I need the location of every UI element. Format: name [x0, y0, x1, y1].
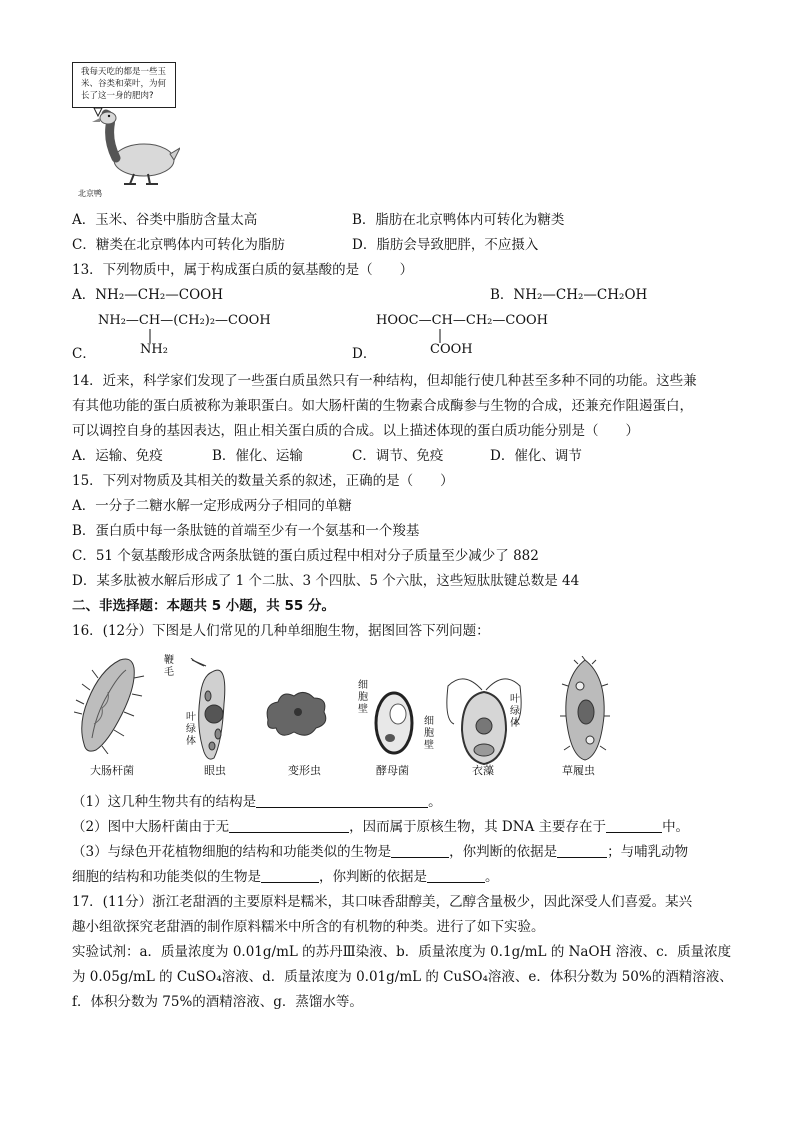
- q15-option-b: B．蛋白质中每一条肽链的首端至少有一个氨基和一个羧基: [72, 523, 420, 539]
- answer-blank[interactable]: [261, 868, 319, 883]
- q13-stem: 13．下列物质中，属于构成蛋白质的氨基酸的是（ ）: [72, 262, 414, 278]
- answer-blank[interactable]: [229, 818, 349, 833]
- q15-option-d: D．某多肽被水解后形成了 1 个二肽、3 个四肽、5 个六肽，这些短肽肽键总数是 44: [72, 573, 580, 589]
- q13-option-a: A．NH₂—CH₂—COOH: [72, 287, 223, 303]
- q16-part-2: （2）图中大肠杆菌由于无 ，因而属于原核生物，其 DNA 主要存在于 中。: [72, 819, 690, 835]
- q15-stem: 15．下列对物质及其相关的数量关系的叙述，正确的是（ ）: [72, 473, 454, 489]
- organism-label-chlamydomonas: 衣藻: [472, 764, 494, 777]
- answer-blank[interactable]: [256, 793, 428, 808]
- organism-label-euglena: 眼虫: [204, 764, 226, 777]
- q12-option-d: D．脂肪会导致肥胖，不应摄入: [352, 237, 539, 253]
- q17-line-1: 17．(11分）浙江老甜酒的主要原料是糯米，其口味香甜醇美，乙醇含量极少，因此深受人们喜爱。某兴: [72, 894, 693, 910]
- q14-option-d: D．催化、调节: [490, 448, 582, 464]
- organism-label-amoeba: 变形虫: [288, 764, 321, 777]
- answer-blank[interactable]: [427, 868, 485, 883]
- q14-line-2: 有其他功能的蛋白质被称为兼职蛋白。如大肠杆菌的生物素合成酶参与生物的合成，还兼充作阻遏蛋白，: [72, 398, 693, 414]
- q13-option-d-formula: HOOC—CH—CH₂—COOH: [376, 313, 548, 328]
- q13-option-c-label: C．: [72, 346, 96, 362]
- ecoli-illustration: [74, 654, 154, 754]
- label-flagellum: 鞭毛: [164, 655, 174, 678]
- answer-blank[interactable]: [557, 843, 607, 858]
- q17-line-2: 趣小组欲探究老甜酒的制作原料糯米中所含的有机物的种类。进行了如下实验。: [72, 919, 545, 935]
- q16-part-1: （1）这几种生物共有的结构是 。: [72, 794, 442, 810]
- duck-figure: [72, 62, 180, 202]
- section-2-heading: 二、非选择题：本题共 5 小题，共 55 分。: [72, 598, 335, 614]
- answer-blank[interactable]: [606, 818, 662, 833]
- q17-line-5: f．体积分数为 75%的酒精溶液、g．蒸馏水等。: [72, 994, 363, 1010]
- q12-option-a: A．玉米、谷类中脂肪含量太高: [72, 212, 258, 228]
- organism-label-yeast: 酵母菌: [376, 764, 409, 777]
- answer-blank[interactable]: [391, 843, 449, 858]
- q14-option-c: C．调节、免疫: [352, 448, 444, 464]
- q13-option-c-sub: NH₂: [140, 342, 168, 357]
- q16-part-3-line-2: 细胞的结构和功能类似的生物是 ，你判断的依据是 。: [72, 869, 499, 885]
- q16-stem: 16．(12分）下图是人们常见的几种单细胞生物，据图回答下列问题：: [72, 623, 490, 639]
- label-chloroplast-euglena: 叶绿体: [186, 712, 196, 747]
- q16-part-3-line-1: （3）与绿色开花植物细胞的结构和功能类似的生物是 ，你判断的依据是 ；与哺乳动物: [72, 844, 689, 860]
- label-chloroplast-chlamydomonas: 叶绿体: [510, 694, 520, 729]
- q14-line-1: 14．近来，科学家们发现了一些蛋白质虽然只有一种结构，但却能行使几种甚至多种不同的功能。这些兼: [72, 373, 697, 389]
- q12-option-c: C．糖类在北京鸭体内可转化为脂肪: [72, 237, 285, 253]
- q13-option-d-sub: COOH: [430, 342, 473, 357]
- paramecium-illustration: [560, 656, 610, 762]
- label-cell-wall-yeast: 细胞壁: [358, 680, 368, 715]
- q13-option-d-label: D．: [352, 346, 377, 362]
- q13-option-b: B．NH₂—CH₂—CH₂OH: [490, 287, 648, 303]
- amoeba-illustration: [264, 690, 330, 740]
- yeast-illustration: [372, 688, 416, 758]
- q14-option-b: B．催化、运输: [212, 448, 303, 464]
- q13-option-c-bond: [146, 329, 156, 343]
- q17-line-3: 实验试剂：a．质量浓度为 0.01g/mL 的苏丹Ⅲ染液、b．质量浓度为 0.1g/mL 的 NaOH 溶液、c．质量浓度: [72, 944, 732, 960]
- duck-illustration: [72, 62, 180, 202]
- q17-line-4: 为 0.05g/mL 的 CuSO₄溶液、d．质量浓度为 0.01g/mL 的 CuSO₄溶液、e．体积分数为 50%的酒精溶液、: [72, 969, 733, 985]
- q13-option-d-bond: [436, 329, 446, 343]
- q13-option-c-formula: NH₂—CH—(CH₂)₂—COOH: [98, 313, 271, 328]
- q14-line-3: 可以调控自身的基因表达，阻止相关蛋白质的合成。以上描述体现的蛋白质功能分别是（ ）: [72, 423, 639, 439]
- euglena-illustration: [184, 658, 244, 764]
- organism-label-paramecium: 草履虫: [562, 764, 595, 777]
- label-cell-wall-chlamydomonas: 细胞壁: [424, 716, 434, 751]
- organism-label-ecoli: 大肠杆菌: [90, 764, 134, 777]
- q15-option-a: A．一分子二糖水解一定形成两分子相同的单糖: [72, 498, 352, 514]
- speech-bubble: 我每天吃的都是一些玉米、谷类和菜叶，为何长了这一身的肥肉?: [72, 62, 176, 108]
- q12-option-b: B．脂肪在北京鸭体内可转化为糖类: [352, 212, 565, 228]
- duck-caption: 北京鸭: [78, 189, 102, 198]
- q14-option-a: A．运输、免疫: [72, 448, 163, 464]
- q15-option-c: C．51 个氨基酸形成含两条肽链的蛋白质过程中相对分子质量至少减少了 882: [72, 548, 539, 564]
